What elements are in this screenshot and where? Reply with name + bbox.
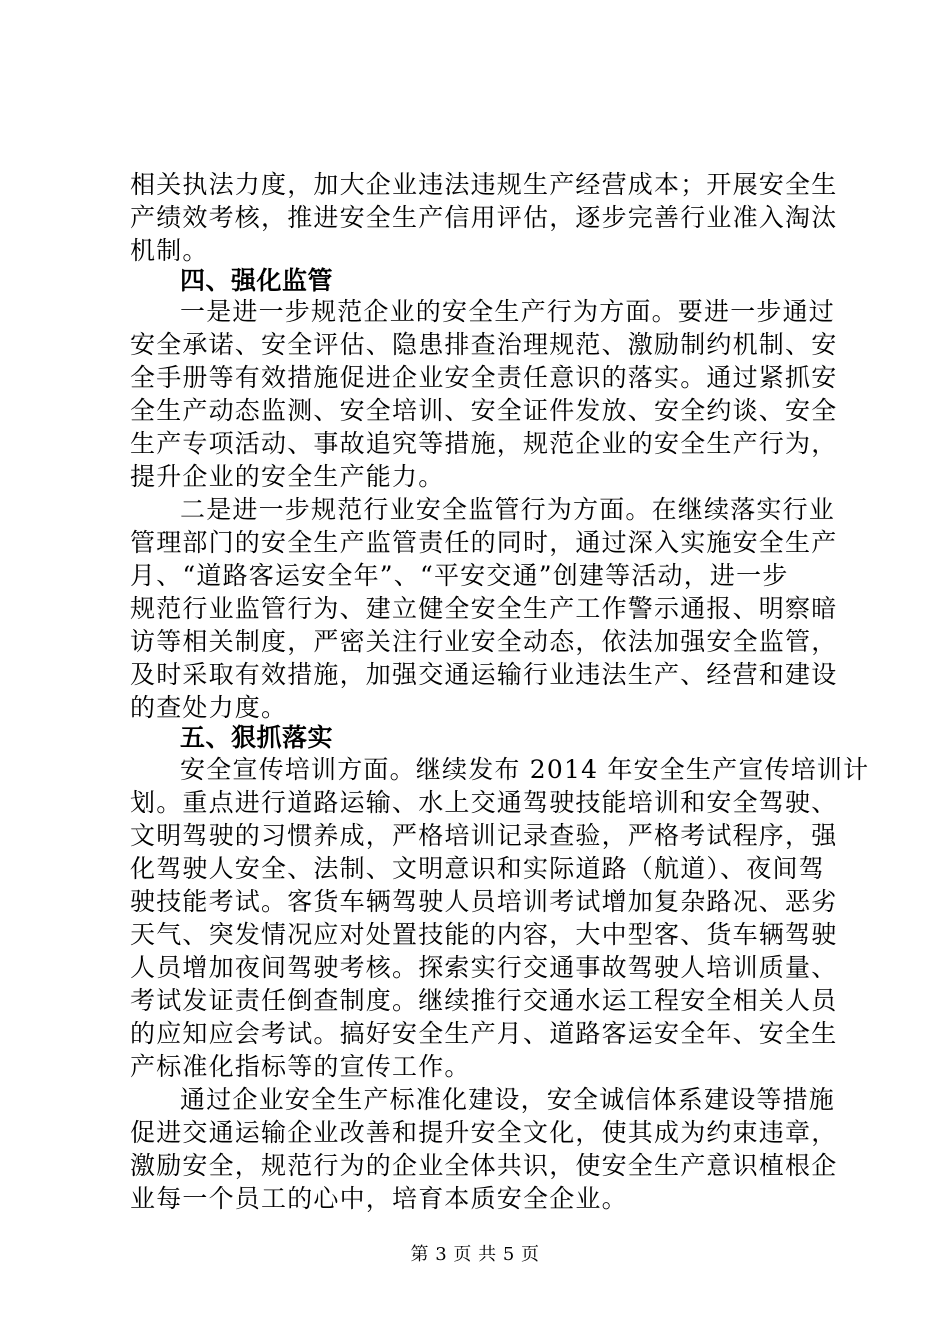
section-heading-implementation: 五、狠抓落实 (180, 723, 334, 752)
section-heading-strengthen-supervision: 四、强化监管 (180, 266, 334, 295)
body-text-line: 业每一个员工的心中，培育本质安全企业。 (130, 1184, 628, 1213)
body-text-line: 产绩效考核，推进安全生产信用评估，逐步完善行业准入淘汰 (130, 203, 838, 232)
body-text-line: 相关执法力度，加大企业违法违规生产经营成本；开展安全生 (130, 170, 838, 199)
body-text-line: 管理部门的安全生产监管责任的同时，通过深入实施安全生产 (130, 528, 838, 557)
body-text-line: 生产专项活动、事故追究等措施，规范企业的安全生产行为， (130, 429, 838, 458)
body-text-line: 化驾驶人安全、法制、文明意识和实际道路（航道）、夜间驾 (130, 854, 825, 883)
body-text-line: 人员增加夜间驾驶考核。探索实行交通事故驾驶人培训质量、 (130, 953, 838, 982)
body-text-line: 的应知应会考试。搞好安全生产月、道路客运安全年、安全生 (130, 1019, 838, 1048)
body-text-line: 安全宣传培训方面。继续发布 2014 年安全生产宣传培训计 (180, 755, 870, 784)
body-text-line: 访等相关制度，严密关注行业安全动态，依法加强安全监管， (130, 627, 838, 656)
body-text-line: 机制。 (130, 236, 209, 265)
body-text-line: 通过企业安全生产标准化建设，安全诚信体系建设等措施 (180, 1085, 836, 1114)
body-text-line: 提升企业的安全生产能力。 (130, 462, 445, 491)
body-text-line: 天气、突发情况应对处置技能的内容，大中型客、货车辆驾驶 (130, 920, 838, 949)
body-text-line: 月、“道路客运安全年”、“平安交通”创建等活动，进一步 (130, 561, 789, 590)
body-text-line: 划。重点进行道路运输、水上交通驾驶技能培训和安全驾驶、 (130, 788, 838, 817)
body-text-line: 激励安全，规范行为的企业全体共识，使安全生产意识植根企 (130, 1151, 838, 1180)
body-text-line: 规范行业监管行为、建立健全安全生产工作警示通报、明察暗 (130, 594, 838, 623)
body-text-line: 全手册等有效措施促进企业安全责任意识的落实。通过紧抓安 (130, 363, 838, 392)
body-text-line: 一是进一步规范企业的安全生产行为方面。要进一步通过 (180, 297, 836, 326)
body-text-line: 文明驾驶的习惯养成，严格培训记录查验，严格考试程序，强 (130, 821, 838, 850)
body-text-line: 驶技能考试。客货车辆驾驶人员培训考试增加复杂路况、恶劣 (130, 887, 838, 916)
body-text-line: 全生产动态监测、安全培训、安全证件发放、安全约谈、安全 (130, 396, 838, 425)
body-text-line: 考试发证责任倒查制度。继续推行交通水运工程安全相关人员 (130, 986, 838, 1015)
body-text-line: 的查处力度。 (130, 693, 288, 722)
body-text-line: 促进交通运输企业改善和提升安全文化，使其成为约束违章， (130, 1118, 838, 1147)
body-text-line: 产标准化指标等的宣传工作。 (130, 1052, 471, 1081)
body-text-line: 及时采取有效措施，加强交通运输行业违法生产、经营和建设 (130, 660, 838, 689)
body-text-line: 安全承诺、安全评估、隐患排查治理规范、激励制约机制、安 (130, 330, 838, 359)
page-number-footer: 第 3 页 共 5 页 (410, 1244, 540, 1265)
body-text-line: 二是进一步规范行业安全监管行为方面。在继续落实行业 (180, 495, 836, 524)
